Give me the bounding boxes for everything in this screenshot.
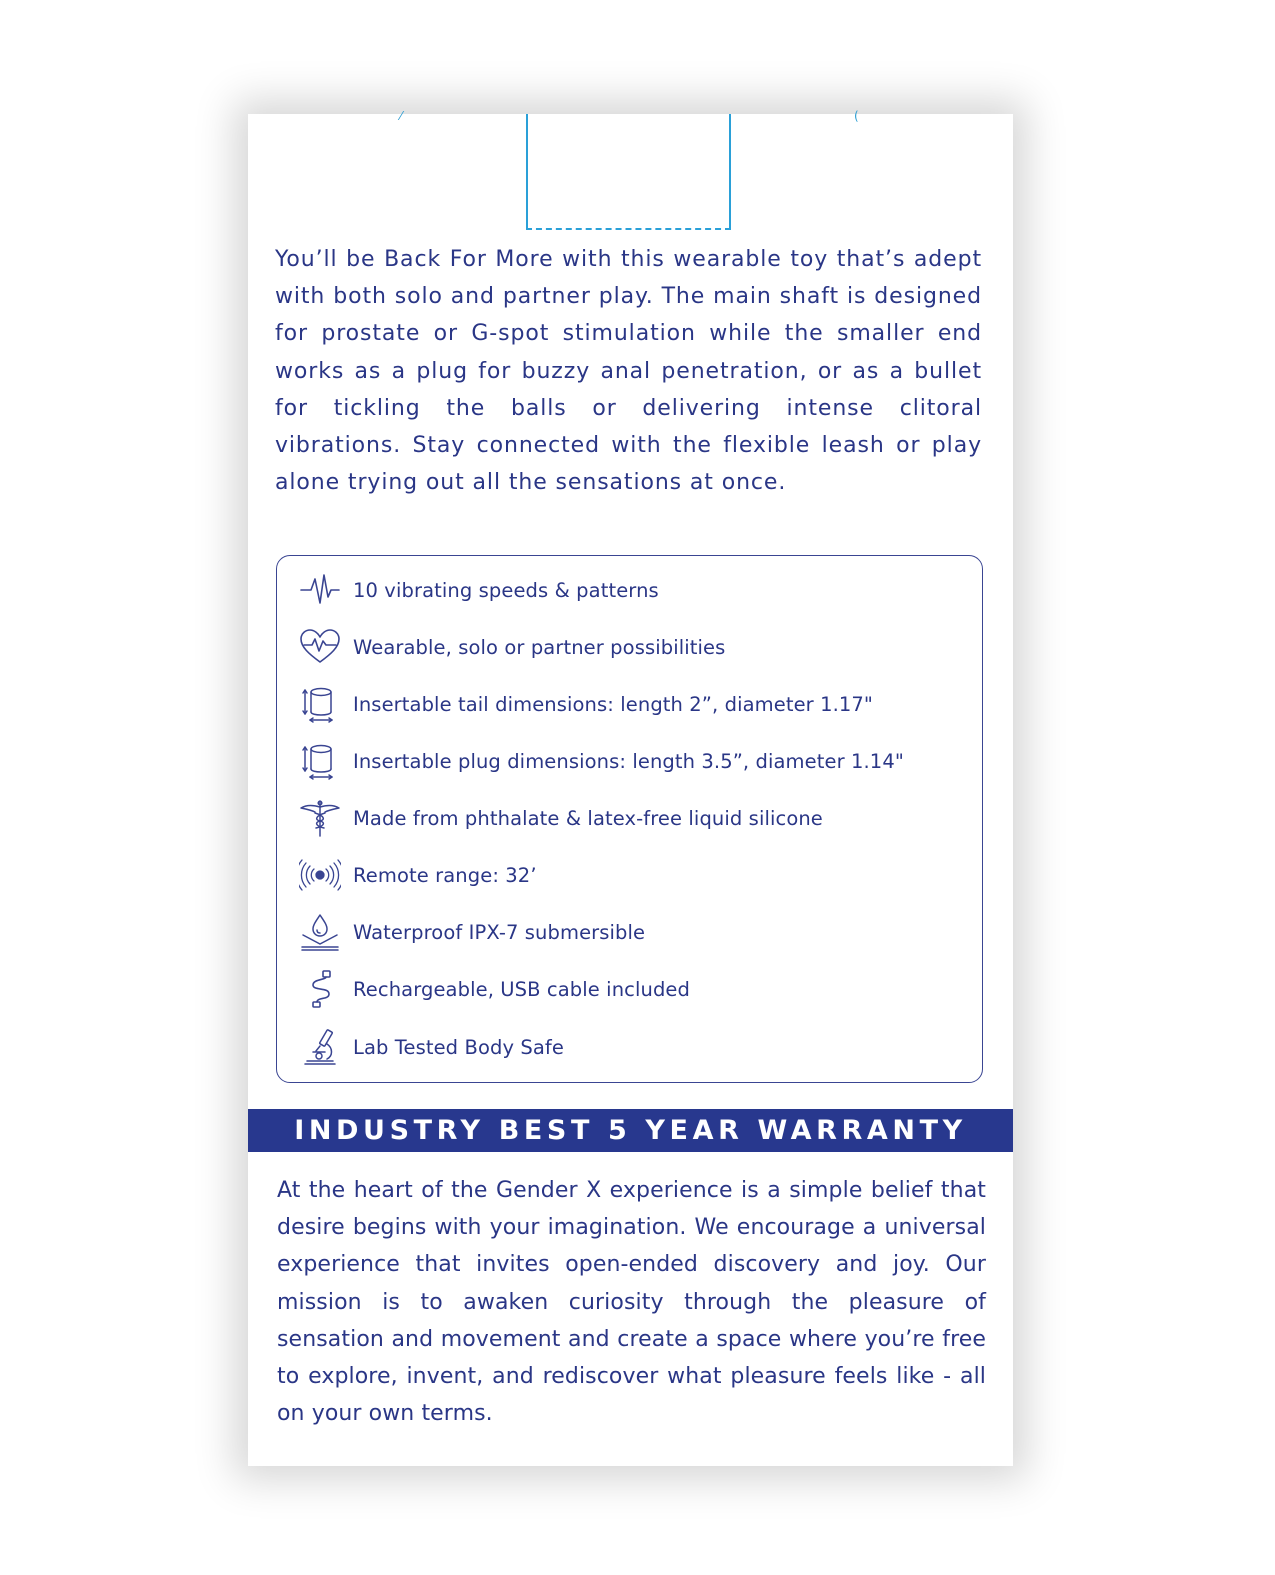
feature-label: Wearable, solo or partner possibilities	[353, 635, 726, 659]
feature-item	[299, 741, 904, 781]
feature-item	[299, 969, 690, 1009]
decorative-mark-right: (	[854, 109, 859, 123]
product-description: You’ll be Back For More with this wearable toy that’s adept with both solo and partner play. The main shaft is designed for prostate or G-spot stimulation while the smaller end works as a plug for buzzy anal penetration, or as a bullet for tickling the balls or delivering intense clitoral vibrations. Stay connected with the flexible leash or play alone trying out all the sensations at once.	[275, 247, 982, 496]
remote-signal-icon	[299, 855, 343, 895]
feature-label: 10 vibrating speeds & patterns	[353, 578, 659, 602]
usb-cable-icon	[299, 969, 343, 1009]
decorative-mark-left: ⁄	[400, 109, 403, 123]
feature-item	[299, 798, 823, 838]
feature-item	[299, 912, 645, 952]
feature-label: Remote range: 32’	[353, 863, 537, 887]
water-drop-icon	[299, 912, 343, 952]
feature-label: Insertable tail dimensions: length 2”, diameter 1.17"	[353, 692, 873, 716]
mission-statement: At the heart of the Gender X experience is a simple belief that desire begins with your imagination. We encourage a universal experience that invites open-ended discovery and joy. Our mission is to awaken curiosity through the pleasure of sensation and movement and create a space where you’re free to explore, invent, and rediscover what pleasure feels like - all on your own terms.	[277, 1178, 986, 1427]
heart-pulse-icon	[299, 627, 343, 667]
feature-item	[299, 570, 659, 610]
product-card	[248, 109, 1013, 1466]
feature-label: Insertable plug dimensions: length 3.5”, diameter 1.14"	[353, 749, 904, 773]
feature-label: Waterproof IPX-7 submersible	[353, 920, 646, 944]
cylinder-dimension-icon	[299, 741, 343, 781]
feature-item	[299, 855, 537, 895]
feature-label: Rechargeable, USB cable included	[353, 977, 691, 1001]
vibration-wave-icon	[299, 570, 343, 610]
feature-list	[276, 555, 983, 1083]
warranty-banner: INDUSTRY BEST 5 YEAR WARRANTY	[248, 1109, 1013, 1152]
feature-label: Lab Tested Body Safe	[353, 1035, 564, 1059]
feature-item	[299, 1027, 564, 1067]
caduceus-icon	[299, 798, 343, 838]
microscope-icon	[299, 1027, 343, 1067]
feature-label: Made from phthalate & latex-free liquid silicone	[353, 806, 823, 830]
feature-item	[299, 627, 725, 667]
feature-item	[299, 684, 873, 724]
cylinder-dimension-icon	[299, 684, 343, 724]
product-window-outline	[526, 114, 731, 230]
